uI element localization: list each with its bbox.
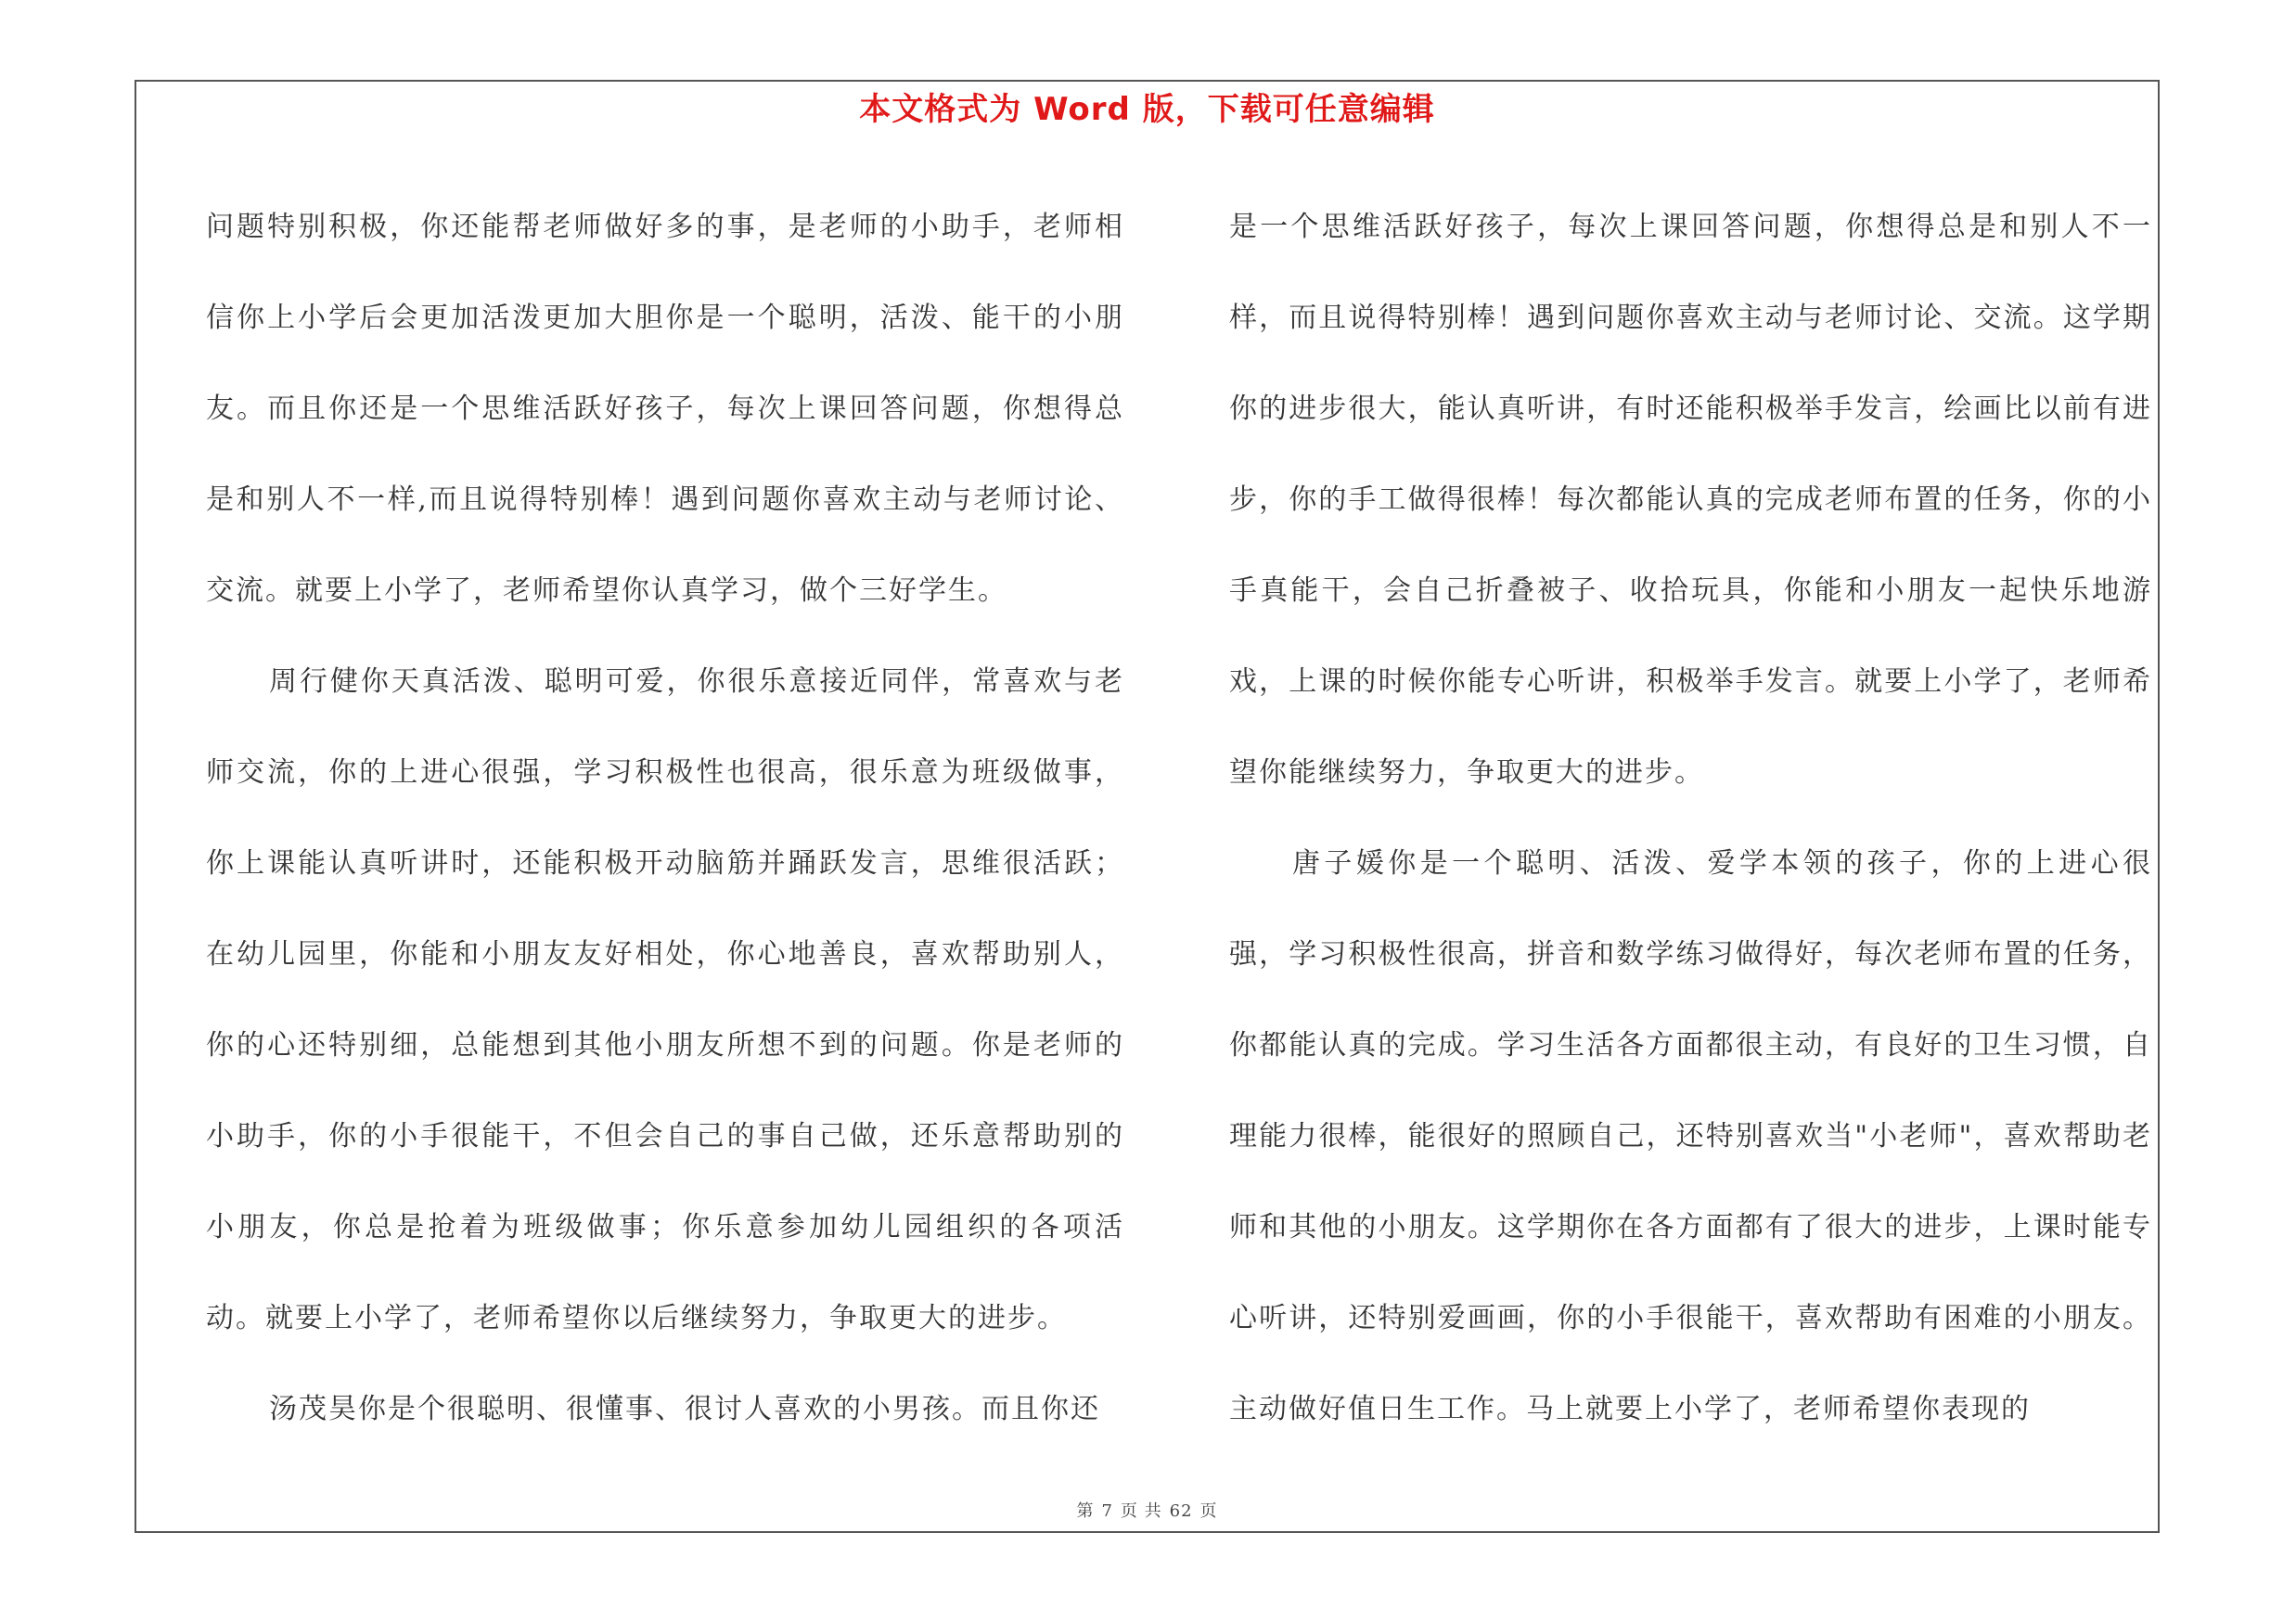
- paragraph-zhou-xingjian: 周行健你天真活泼、聪明可爱，你很乐意接近同伴，常喜欢与老师交流，你的上进心很强，学习积极性也很高，很乐意为班级做事，你上课能认真听讲时，还能积极开动脑筋并踊跃发言，思维很活跃；在幼儿园里，你能和小朋友友好相处，你心地善良，喜欢帮助别人，你的心还特别细，总能想到其他小朋友所想不到的问题。你是老师的小助手，你的小手很能干，不但会自己的事自己做，还乐意帮助别的小朋友，你总是抢着为班级做事；你乐意参加幼儿园组织的各项活动。就要上小学了，老师希望你以后继续努力，争取更大的进步。: [206, 665, 1124, 1334]
- page-footer: [135, 1498, 2160, 1522]
- paragraph-tang-maohao-continued: 是一个思维活跃好孩子，每次上课回答问题，你想得总是和别人不一样，而且说得特别棒！遇到问题你喜欢主动与老师讨论、交流。这学期你的进步很大，能认真听讲，有时还能积极举手发言，绘画比以前有进步，你的手工做得很棒！每次都能认真的完成老师布置的任务，你的小手真能干，会自己折叠被子、收拾玩具，你能和小朋友一起快乐地游戏，上课的时候你能专心听讲，积极举手发言。就要上小学了，老师希望你能继续努力，争取更大的进步。: [1229, 211, 2152, 789]
- left-column: [206, 182, 1124, 1455]
- word-format-banner: 本文格式为 Word 版，下载可任意编辑: [859, 91, 1435, 128]
- paragraph-tang-ziyuan: 唐子媛你是一个聪明、活泼、爱学本领的孩子，你的上进心很强，学习积极性很高，拼音和数学练习做得好，每次老师布置的任务，你都能认真的完成。学习生活各方面都很主动，有良好的卫生习惯，自理能力很棒，能很好的照顾自己，还特别喜欢当"小老师"，喜欢帮助老师和其他的小朋友。这学期你在各方面都有了很大的进步，上课时能专心听讲，还特别爱画画，你的小手很能干，喜欢帮助有困难的小朋友。主动做好值日生工作。马上就要上小学了，老师希望你表现的: [1229, 847, 2152, 1425]
- paragraph-continued: 问题特别积极，你还能帮老师做好多的事，是老师的小助手，老师相信你上小学后会更加活泼更加大胆你是一个聪明，活泼、能干的小朋友。而且你还是一个思维活跃好孩子，每次上课回答问题，你想得总是和别人不一样,而且说得特别棒！遇到问题你喜欢主动与老师讨论、交流。就要上小学了，老师希望你认真学习，做个三好学生。: [206, 211, 1124, 607]
- right-column: [1229, 182, 2152, 1455]
- footer-suffix: 页: [1199, 1501, 1218, 1521]
- footer-prefix: 第: [1076, 1501, 1095, 1521]
- total-page-count: 62: [1169, 1501, 1193, 1521]
- paragraph-tang-maohao: 汤茂昊你是个很聪明、很懂事、很讨人喜欢的小男孩。而且你还: [269, 1393, 1100, 1425]
- footer-middle: 页 共: [1120, 1501, 1162, 1521]
- current-page-number: 7: [1101, 1501, 1113, 1521]
